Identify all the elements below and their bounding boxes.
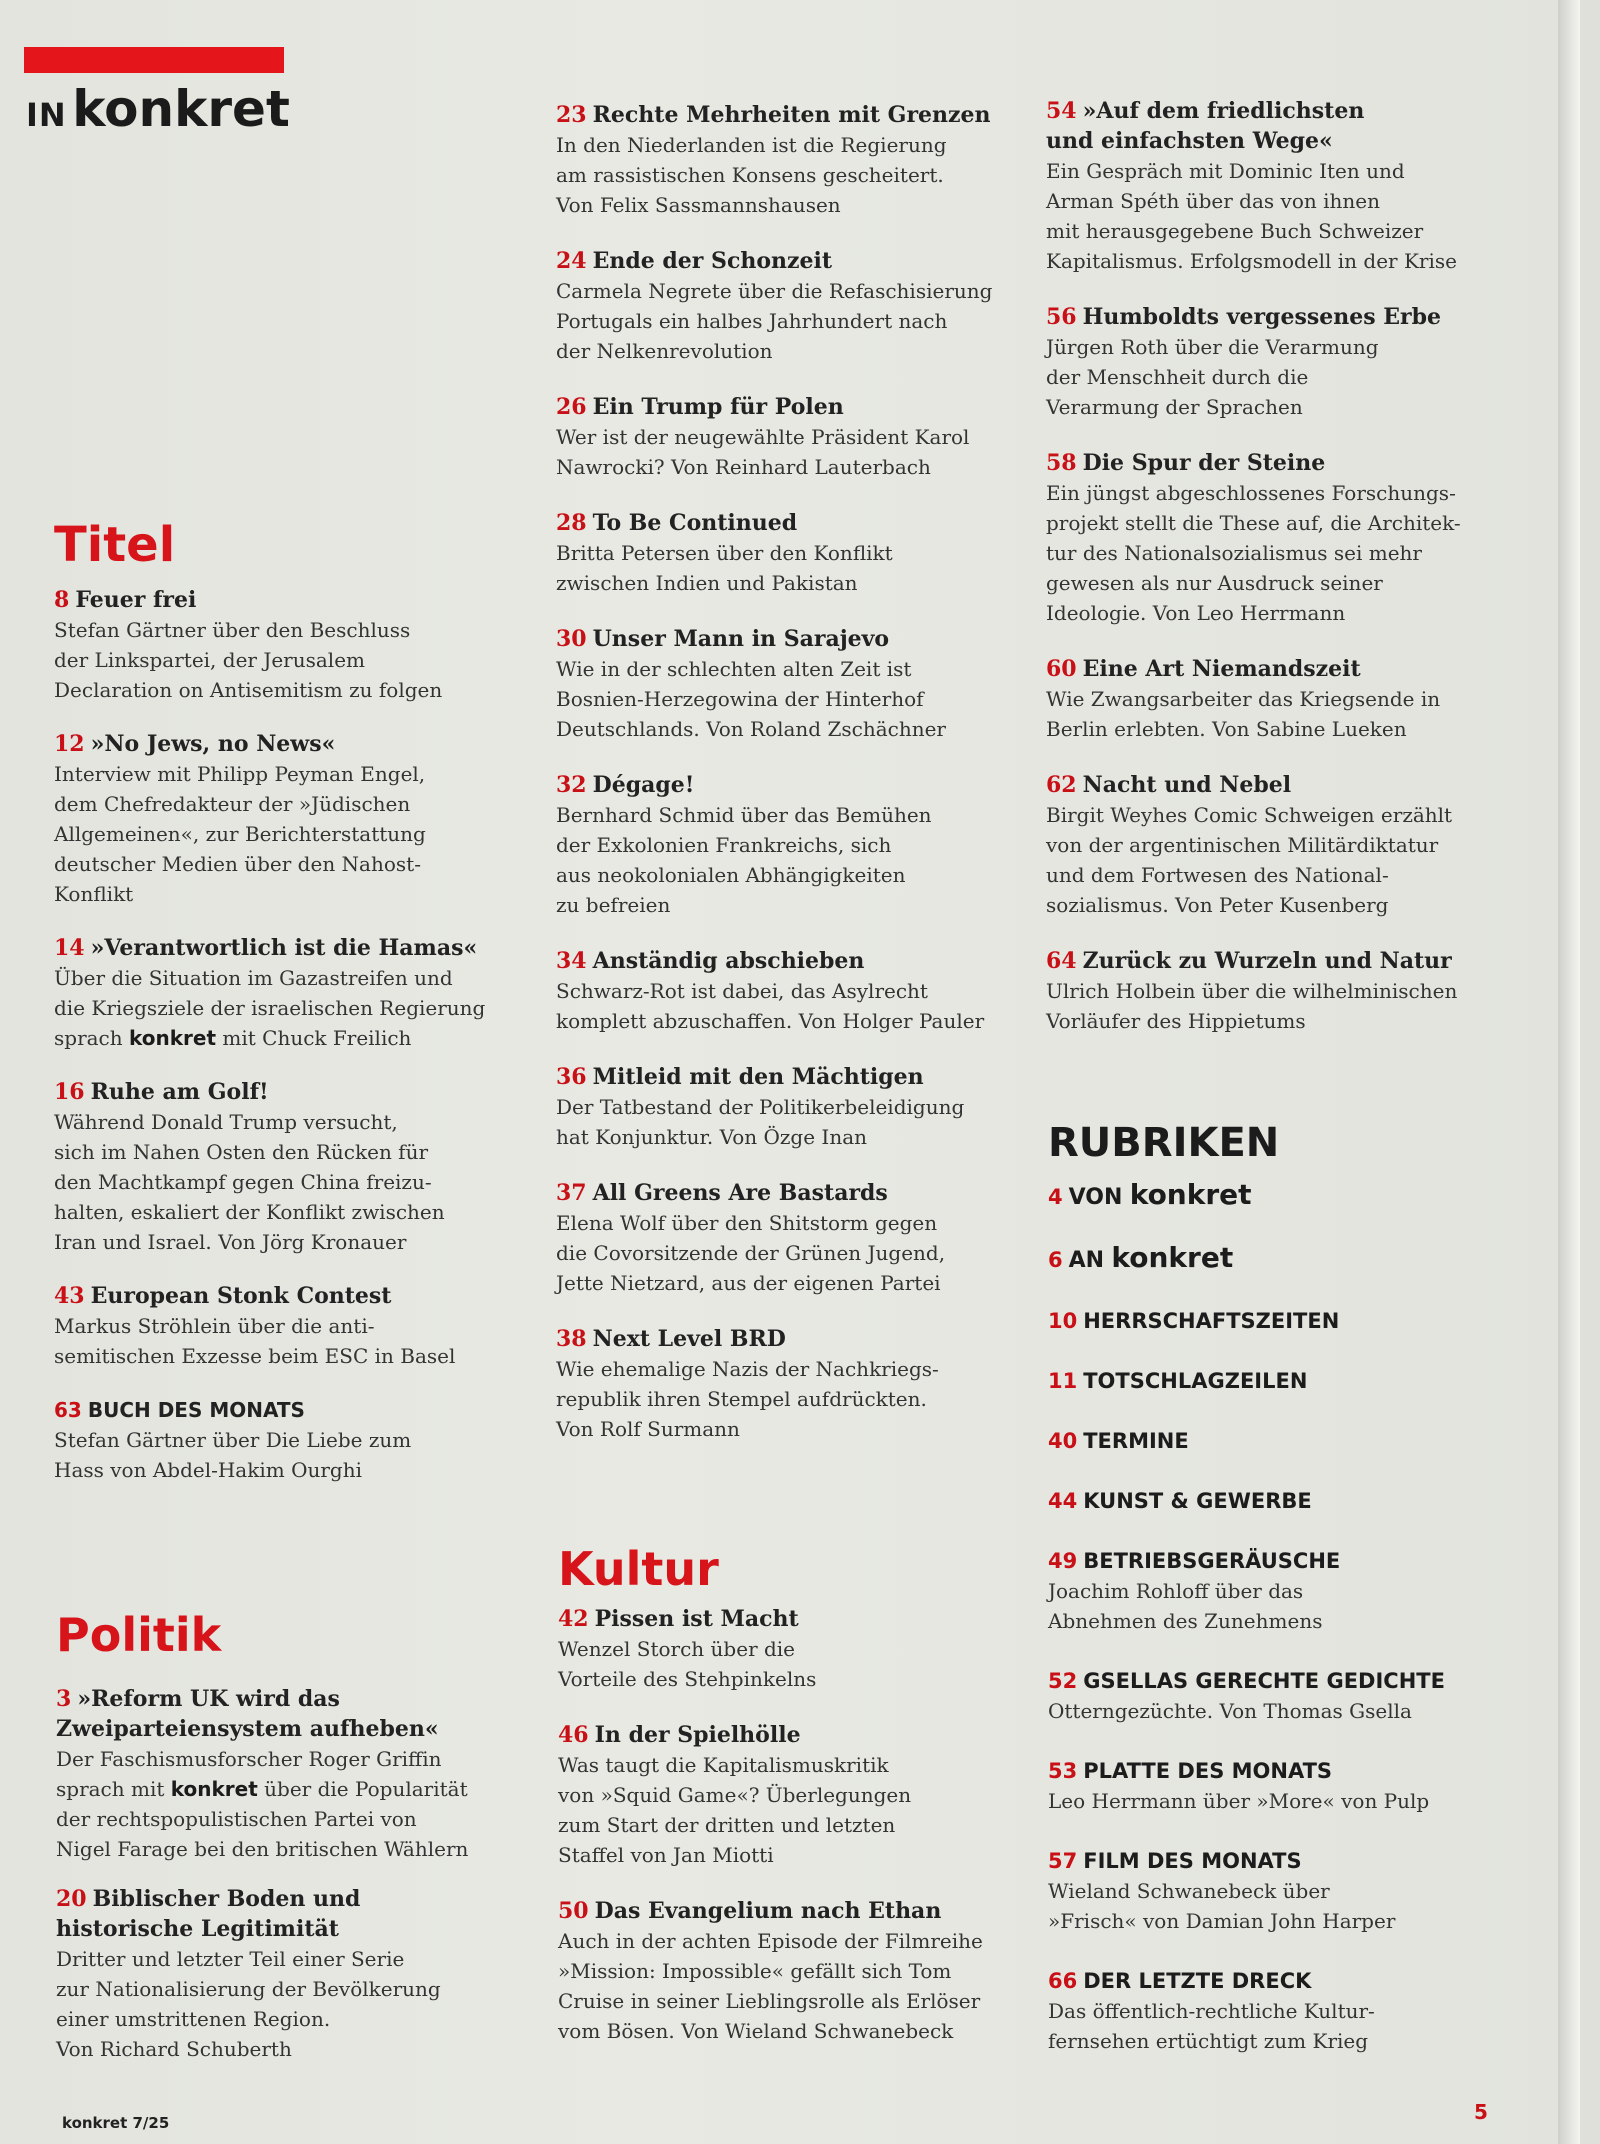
entry-title: Ende der Schonzeit [592, 248, 833, 274]
list-item[interactable] [556, 508, 1026, 598]
politik-continued-column [556, 100, 1026, 1444]
entry-description: Was taugt die Kapitalismuskritik von »Squid Game«? Überlegungen zum Start der dritten und letzten Staffel von Jan Miotti [558, 1753, 912, 1867]
list-item[interactable] [556, 1178, 1026, 1298]
entry-page: 6 [1048, 1248, 1063, 1272]
entry-title: Nacht und Nebel [1082, 772, 1292, 798]
entry-text: mit Chuck Freilich [216, 1026, 412, 1050]
entry-description: Wieland Schwanebeck über »Frisch« von Damian John Harper [1048, 1879, 1396, 1933]
entry-description: Carmela Negrete über die Refaschisierung Portugals ein halbes Jahrhundert nach der Nelkenrevolution [556, 279, 993, 363]
entry-title: Dégage! [592, 772, 695, 798]
list-item[interactable] [556, 1324, 1026, 1444]
entry-page: 11 [1048, 1369, 1078, 1393]
list-item[interactable] [556, 1062, 1026, 1152]
entry-page: 62 [1046, 772, 1077, 798]
entry-page: 30 [556, 626, 587, 652]
entry-title: FILM DES MONATS [1083, 1849, 1302, 1873]
entry-heading [556, 508, 1026, 538]
entry-title: GSELLAS GERECHTE GEDICHTE [1083, 1669, 1445, 1693]
entry-description: Auch in der achten Episode der Filmreihe »Mission: Impossible« gefällt sich Tom Cruise in seiner Lieblingsrolle als Erlöser vom Bösen. Von Wieland Schwanebeck [558, 1929, 983, 2043]
list-item[interactable] [54, 1395, 524, 1485]
entry-page: 10 [1048, 1309, 1078, 1333]
rubrik-word: AN [1068, 1248, 1105, 1273]
entry-page: 26 [556, 394, 587, 420]
entry-heading [556, 392, 1026, 422]
entry-description: Wie in der schlechten alten Zeit ist Bosnien-Herzegowina der Hinterhof Deutschlands. Von Roland Zschächner [556, 657, 946, 741]
entry-heading [1046, 302, 1516, 332]
entry-title: Anständig abschieben [592, 948, 865, 974]
entry-heading [1048, 1486, 1528, 1516]
entry-description: Wenzel Storch über die Vorteile des Stehpinkelns [558, 1637, 817, 1691]
list-item[interactable] [1048, 1426, 1528, 1456]
list-item[interactable] [56, 1884, 526, 2064]
list-item[interactable] [1048, 1486, 1528, 1516]
entry-title: Ein Trump für Polen [592, 394, 844, 420]
entry-title: KUNST & GEWERBE [1083, 1489, 1312, 1513]
entry-text: Über die Situation im Gazastreifen und die Kriegsziele der israelischen Regierung sprach [54, 966, 486, 1050]
entry-description: Dritter und letzter Teil einer Serie zur Nationalisierung der Bevölkerung einer umstrittenen Region. Von Richard Schuberth [56, 1947, 441, 2061]
list-item[interactable] [1048, 1756, 1528, 1816]
entry-title: European Stonk Contest [90, 1283, 392, 1309]
entry-title: Feuer frei [75, 587, 197, 613]
entry-page: 20 [56, 1886, 87, 1912]
list-item[interactable] [1048, 1306, 1528, 1336]
entry-text: über die Popularität der rechtspopulistischen Partei von Nigel Farage bei den britischen Wählern [56, 1777, 469, 1861]
entry-description: Stefan Gärtner über den Beschluss der Linkspartei, der Jerusalem Declaration on Antisemitism zu folgen [54, 618, 443, 702]
entry-page: 38 [556, 1326, 587, 1352]
entry-title: Das Evangelium nach Ethan [594, 1898, 942, 1924]
entry-description: Interview mit Philipp Peyman Engel, dem Chefredakteur der »Jüdischen Allgemeinen«, zur Berichterstattung deutscher Medien über den Nahost- Konflikt [54, 762, 426, 906]
list-item[interactable] [1048, 1366, 1528, 1396]
entry-page: 54 [1046, 98, 1077, 124]
entry-description: Ulrich Holbein über die wilhelminischen Vorläufer des Hippietums [1046, 979, 1458, 1033]
section-title-politik: Politik [56, 1608, 222, 1662]
section-title-rubriken: RUBRIKEN [1048, 1120, 1280, 1166]
entry-page: 60 [1046, 656, 1077, 682]
entry-page: 43 [54, 1283, 85, 1309]
entry-title: »Reform UK wird das Zweiparteiensystem aufheben« [56, 1686, 439, 1742]
entry-heading [1048, 1666, 1528, 1696]
entry-description: Schwarz-Rot ist dabei, das Asylrecht komplett abzuschaffen. Von Holger Pauler [556, 979, 985, 1033]
list-item[interactable] [54, 1281, 524, 1371]
entry-heading [1048, 1366, 1528, 1396]
entry-heading [1046, 96, 1516, 156]
entry-heading [54, 933, 524, 963]
entry-description: Stefan Gärtner über Die Liebe zum Hass von Abdel-Hakim Ourghi [54, 1428, 412, 1482]
entry-title: BUCH DES MONATS [87, 1398, 305, 1422]
entry-page: 16 [54, 1079, 85, 1105]
entry-description [56, 1744, 526, 1864]
konkret-wordmark: konkret [170, 1777, 258, 1801]
list-item[interactable] [1046, 96, 1516, 276]
entry-title: Die Spur der Steine [1082, 450, 1326, 476]
entry-page: 36 [556, 1064, 587, 1090]
entry-title: Zurück zu Wurzeln und Natur [1082, 948, 1452, 974]
entry-description: Wie ehemalige Nazis der Nachkriegs- republik ihren Stempel aufdrückten. Von Rolf Surmann [556, 1357, 939, 1441]
entry-description: Leo Herrmann über »More« von Pulp [1048, 1789, 1430, 1813]
entry-description: Otterngezüchte. Von Thomas Gsella [1048, 1699, 1412, 1723]
entry-heading [1046, 770, 1516, 800]
list-item[interactable] [54, 933, 524, 1053]
entry-title: Unser Mann in Sarajevo [592, 626, 890, 652]
list-item[interactable] [1048, 1666, 1528, 1726]
entry-title: HERRSCHAFTSZEITEN [1083, 1309, 1340, 1333]
entry-page: 49 [1048, 1549, 1078, 1573]
entry-page: 63 [54, 1398, 82, 1422]
entry-page: 58 [1046, 450, 1077, 476]
konkret-wordmark: konkret [1111, 1241, 1234, 1274]
entry-description [54, 963, 524, 1053]
entry-description: Ein Gespräch mit Dominic Iten und Arman Spéth über das von ihnen mit herausgegebene Buch Schweizer Kapitalismus. Erfolgsmodell in der Krise [1046, 159, 1457, 273]
entry-title: Mitleid mit den Mächtigen [592, 1064, 924, 1090]
page-number: 5 [1474, 2100, 1488, 2124]
entry-title: Biblischer Boden und historische Legitimität [56, 1886, 361, 1942]
entry-description: Markus Ströhlein über die anti- semitischen Exzesse beim ESC in Basel [54, 1314, 456, 1368]
entry-heading [54, 585, 524, 615]
entry-page: 12 [54, 731, 85, 757]
entry-description: Birgit Weyhes Comic Schweigen erzählt von der argentinischen Militärdiktatur und dem Fortwesen des National- sozialismus. Von Peter Kusenberg [1046, 803, 1453, 917]
list-item[interactable] [54, 1077, 524, 1257]
entry-title: PLATTE DES MONATS [1083, 1759, 1333, 1783]
list-item[interactable] [1048, 1966, 1528, 2056]
list-item[interactable] [1048, 1546, 1528, 1636]
entry-heading [556, 1062, 1026, 1092]
entry-description: Wie Zwangsarbeiter das Kriegsende in Berlin erlebten. Von Sabine Lueken [1046, 687, 1441, 741]
list-item[interactable] [558, 1604, 1028, 1694]
entry-title: Pissen ist Macht [594, 1606, 799, 1632]
page-edge [1558, 0, 1580, 2144]
entry-heading [1048, 1426, 1528, 1456]
red-bar [24, 47, 284, 73]
entry-description: Elena Wolf über den Shitstorm gegen die Covorsitzende der Grünen Jugend, Jette Nietzard, aus der eigenen Partei [556, 1211, 946, 1295]
list-item[interactable] [556, 946, 1026, 1036]
logo-brand: konkret [72, 80, 290, 138]
entry-title: TOTSCHLAGZEILEN [1083, 1369, 1308, 1393]
entry-heading [1046, 946, 1516, 976]
list-item[interactable] [558, 1720, 1028, 1870]
list-item[interactable] [1048, 1846, 1528, 1936]
entry-description: Ein jüngst abgeschlossenes Forschungs- projekt stellt die These auf, die Architek- tur des Nationalsozialismus sei mehr gewesen als nur Ausdruck seiner Ideologie. Von Leo Herrmann [1046, 481, 1461, 625]
entry-title: DER LETZTE DRECK [1083, 1969, 1312, 1993]
list-item[interactable] [1046, 448, 1516, 628]
issue-label: konkret 7/25 [62, 2114, 170, 2132]
rubrik-word: VON [1068, 1185, 1123, 1210]
entry-title: All Greens Are Bastards [592, 1180, 888, 1206]
entry-page: 24 [556, 248, 587, 274]
entry-heading [1046, 654, 1516, 684]
rubrik-von-konkret[interactable] [1048, 1180, 1528, 1213]
entry-page: 57 [1048, 1849, 1078, 1873]
logo-in: IN [26, 96, 67, 134]
entry-page: 53 [1048, 1759, 1078, 1783]
list-item[interactable] [54, 729, 524, 909]
entry-heading [1048, 1846, 1528, 1876]
entry-heading [556, 946, 1026, 976]
entry-page: 32 [556, 772, 587, 798]
list-item[interactable] [556, 392, 1026, 482]
entry-heading [1048, 1756, 1528, 1786]
entry-page: 42 [558, 1606, 589, 1632]
entry-description: Das öffentlich-rechtliche Kultur- fernsehen ertüchtigt zum Krieg [1048, 1999, 1375, 2053]
entry-title: Next Level BRD [592, 1326, 786, 1352]
entry-text: Der Faschismusforscher Roger Griffin sprach mit [56, 1747, 442, 1801]
section-title-kultur: Kultur [558, 1542, 719, 1596]
entry-page: 64 [1046, 948, 1077, 974]
entry-description: Joachim Rohloff über das Abnehmen des Zunehmens [1048, 1579, 1323, 1633]
entry-heading [558, 1604, 1028, 1634]
entry-page: 3 [56, 1686, 72, 1712]
entry-title: »Auf dem friedlichsten und einfachsten Wege« [1046, 98, 1365, 154]
konkret-wordmark: konkret [129, 1026, 217, 1050]
entry-title: Eine Art Niemandszeit [1082, 656, 1361, 682]
entry-title: To Be Continued [592, 510, 798, 536]
entry-title: »Verantwortlich ist die Hamas« [90, 935, 478, 961]
entry-heading [556, 100, 1026, 130]
list-item[interactable] [556, 100, 1026, 220]
entry-heading [558, 1896, 1028, 1926]
entry-heading [56, 1684, 526, 1744]
entry-title: In der Spielhölle [594, 1722, 801, 1748]
entry-title: »No Jews, no News« [90, 731, 336, 757]
entry-page: 66 [1048, 1969, 1078, 1993]
entry-heading [56, 1884, 526, 1944]
entry-description: Jürgen Roth über die Verarmung der Menschheit durch die Verarmung der Sprachen [1046, 335, 1379, 419]
entry-page: 23 [556, 102, 587, 128]
entry-description: Bernhard Schmid über das Bemühen der Exkolonien Frankreichs, sich aus neokolonialen Abhängigkeiten zu befreien [556, 803, 932, 917]
entry-heading [54, 1395, 524, 1425]
entry-heading [54, 1077, 524, 1107]
list-item[interactable] [556, 624, 1026, 744]
entry-page: 52 [1048, 1669, 1078, 1693]
entry-title: Rechte Mehrheiten mit Grenzen [592, 102, 991, 128]
list-item[interactable] [56, 1684, 526, 1864]
list-item[interactable] [556, 246, 1026, 366]
entry-heading [556, 246, 1026, 276]
list-item[interactable] [1046, 770, 1516, 920]
entry-description: Wer ist der neugewählte Präsident Karol Nawrocki? Von Reinhard Lauterbach [556, 425, 970, 479]
header-logo [26, 80, 290, 138]
entry-page: 4 [1048, 1185, 1063, 1209]
entry-page: 56 [1046, 304, 1077, 330]
entry-title: Humboldts vergessenes Erbe [1082, 304, 1441, 330]
entry-page: 44 [1048, 1489, 1078, 1513]
entry-heading [1048, 1966, 1528, 1996]
entry-page: 46 [558, 1722, 589, 1748]
section-title-titel: Titel [54, 517, 176, 573]
entry-description: Britta Petersen über den Konflikt zwischen Indien und Pakistan [556, 541, 893, 595]
entry-heading [54, 1281, 524, 1311]
entry-description: In den Niederlanden ist die Regierung am rassistischen Konsens gescheitert. Von Felix Sassmannshausen [556, 133, 947, 217]
politik-column [56, 1606, 526, 2064]
list-item[interactable] [1046, 946, 1516, 1036]
entry-heading [1046, 448, 1516, 478]
entry-page: 40 [1048, 1429, 1078, 1453]
rubrik-an-konkret[interactable] [1048, 1243, 1528, 1276]
list-item[interactable] [1046, 302, 1516, 422]
titel-column [54, 515, 524, 1485]
konkret-wordmark: konkret [1129, 1178, 1252, 1211]
entry-description: Der Tatbestand der Politikerbeleidigung hat Konjunktur. Von Özge Inan [556, 1095, 965, 1149]
entry-heading [1048, 1546, 1528, 1576]
entry-title: BETRIEBSGERÄUSCHE [1083, 1549, 1341, 1573]
list-item[interactable] [54, 585, 524, 705]
entry-page: 28 [556, 510, 587, 536]
kultur-continued-column [1046, 96, 1516, 1036]
entry-title: TERMINE [1083, 1429, 1189, 1453]
entry-page: 50 [558, 1898, 589, 1924]
entry-page: 37 [556, 1180, 587, 1206]
entry-description: Während Donald Trump versucht, sich im Nahen Osten den Rücken für den Machtkampf gegen China freizu- halten, eskaliert der Konflikt zwischen Iran und Israel. Von Jörg Kronauer [54, 1110, 445, 1254]
kultur-column [558, 1540, 1028, 2046]
entry-heading [556, 1324, 1026, 1354]
entry-title: Ruhe am Golf! [90, 1079, 269, 1105]
entry-heading [558, 1720, 1028, 1750]
entry-heading [556, 624, 1026, 654]
entry-page: 8 [54, 587, 70, 613]
entry-heading [54, 729, 524, 759]
entry-heading [556, 770, 1026, 800]
list-item[interactable] [1046, 654, 1516, 744]
entry-heading [556, 1178, 1026, 1208]
entry-page: 14 [54, 935, 85, 961]
list-item[interactable] [558, 1896, 1028, 2046]
entry-page: 34 [556, 948, 587, 974]
rubriken-column [1048, 1116, 1528, 2056]
list-item[interactable] [556, 770, 1026, 920]
entry-heading [1048, 1306, 1528, 1336]
